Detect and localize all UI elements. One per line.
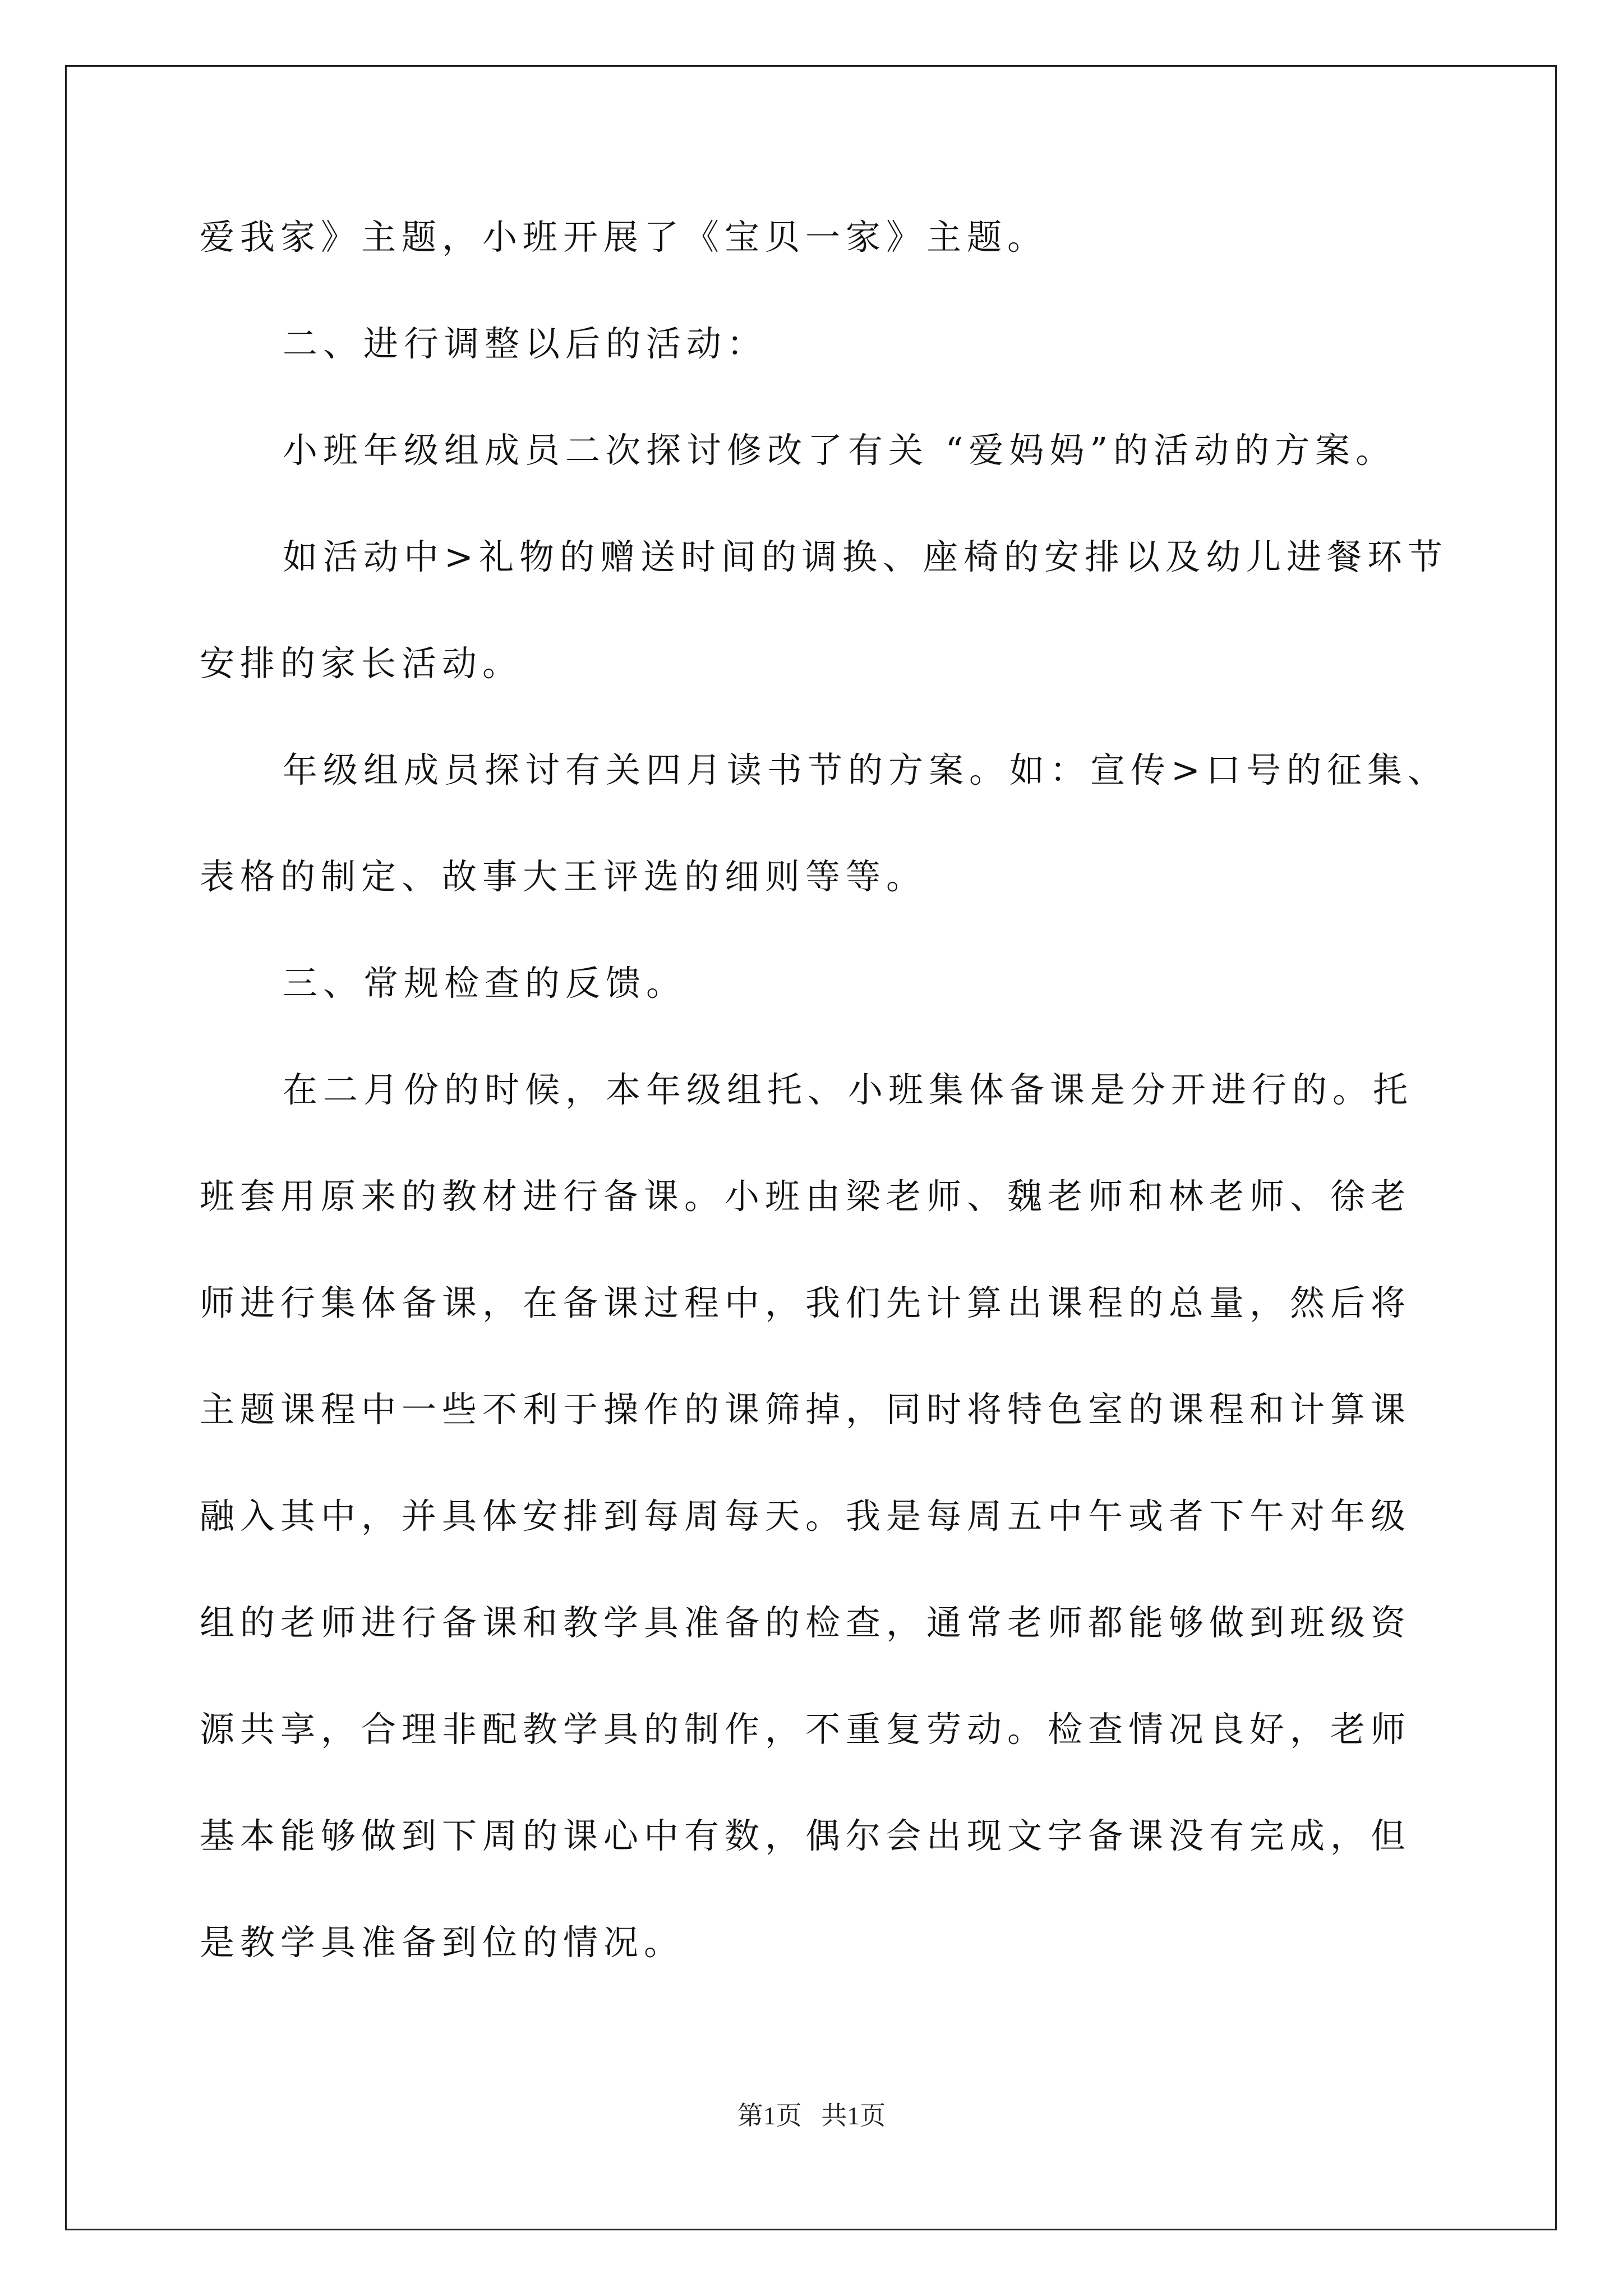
text-line: 年级组成员探讨有关四月读书节的方案。如：宣传>口号的征集、 — [283, 749, 1448, 790]
text-line: 融入其中，并具体安排到每周每天。我是每周五中午或者下午对年级 — [200, 1496, 1412, 1536]
text-line: 主题课程中一些不利于操作的课筛掉，同时将特色室的课程和计算课 — [200, 1389, 1412, 1430]
text-line: 是教学具准备到位的情况。 — [200, 1922, 685, 1963]
text-line: 小班年级组成员二次探讨修改了有关 “爱妈妈”的活动的方案。 — [283, 430, 1396, 471]
text-line: 师进行集体备课，在备课过程中，我们先计算出课程的总量，然后将 — [200, 1282, 1412, 1323]
text-line: 组的老师进行备课和教学具准备的检查，通常老师都能够做到班级资 — [200, 1602, 1412, 1643]
text-line: 班套用原来的教材进行备课。小班由梁老师、魏老师和林老师、徐老 — [200, 1176, 1412, 1217]
document-body — [200, 217, 1448, 2032]
text-line: 源共享，合理非配教学具的制作，不重复劳动。检查情况良好，老师 — [200, 1709, 1412, 1750]
text-line: 表格的制定、故事大王评选的细则等等。 — [200, 856, 927, 897]
text-line: 在二月份的时候，本年级组托、小班集体备课是分开进行的。托 — [283, 1069, 1414, 1110]
text-line: 如活动中>礼物的赠送时间的调换、座椅的安排以及幼儿进餐环节 — [283, 536, 1448, 577]
text-line: 安排的家长活动。 — [200, 643, 523, 684]
page-number-footer: 第1页 共1页 — [737, 2101, 886, 2130]
text-line: 基本能够做到下周的课心中有数，偶尔会出现文字备课没有完成，但 — [200, 1815, 1412, 1856]
text-line: 爱我家》主题，小班开展了《宝贝一家》主题。 — [200, 217, 1048, 257]
text-line: 二、进行调整以后的活动： — [283, 323, 768, 364]
text-line: 三、常规检查的反馈。 — [283, 963, 687, 1004]
